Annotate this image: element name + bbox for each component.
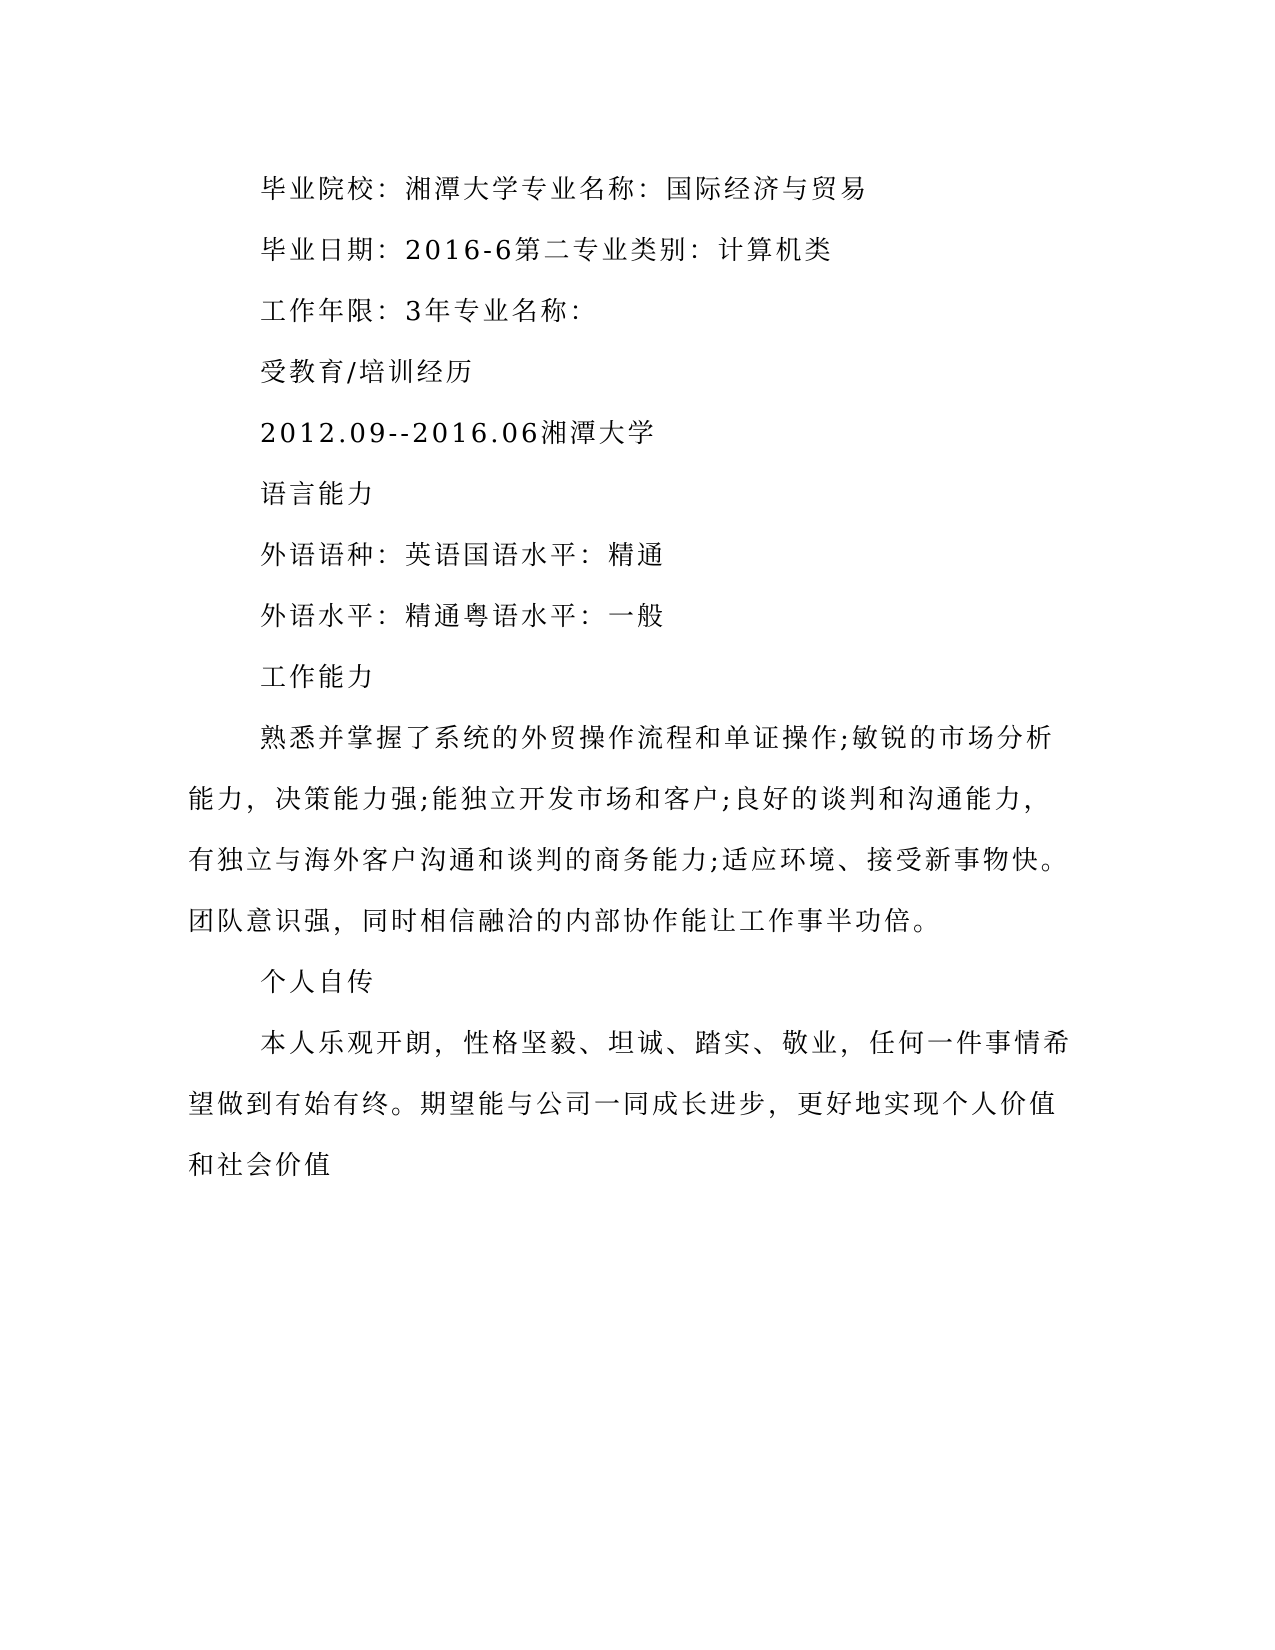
work-ability-heading: 工作能力 bbox=[260, 663, 377, 693]
graduation-date-line: 毕业日期：2016-6第二专业类别：计算机类 bbox=[260, 236, 834, 266]
bio-paragraph: 本人乐观开朗，性格坚毅、坦诚、踏实、敬业，任何一件事情希望做到有始有终。期望能与公司一同成长进步，更好地实现个人价值和社会价值 bbox=[188, 1029, 1073, 1181]
resume-content bbox=[188, 160, 1078, 1197]
language-level-line: 外语水平：精通粤语水平：一般 bbox=[260, 602, 667, 632]
education-entry: 2012.09--2016.06湘潭大学 bbox=[260, 419, 657, 449]
graduation-school-line: 毕业院校：湘潭大学专业名称：国际经济与贸易 bbox=[260, 175, 870, 205]
foreign-language-line: 外语语种：英语国语水平：精通 bbox=[260, 541, 667, 571]
bio-heading: 个人自传 bbox=[260, 968, 377, 998]
work-ability-paragraph: 熟悉并掌握了系统的外贸操作流程和单证操作;敏锐的市场分析能力，决策能力强;能独立开发市场和客户;良好的谈判和沟通能力，有独立与海外客户沟通和谈判的商务能力;适应环境、接受新事物快。团队意识强，同时相信融洽的内部协作能让工作事半功倍。 bbox=[188, 724, 1070, 937]
work-years-line: 工作年限：3年专业名称： bbox=[260, 297, 599, 327]
education-heading: 受教育/培训经历 bbox=[260, 358, 475, 388]
language-heading: 语言能力 bbox=[260, 480, 377, 510]
